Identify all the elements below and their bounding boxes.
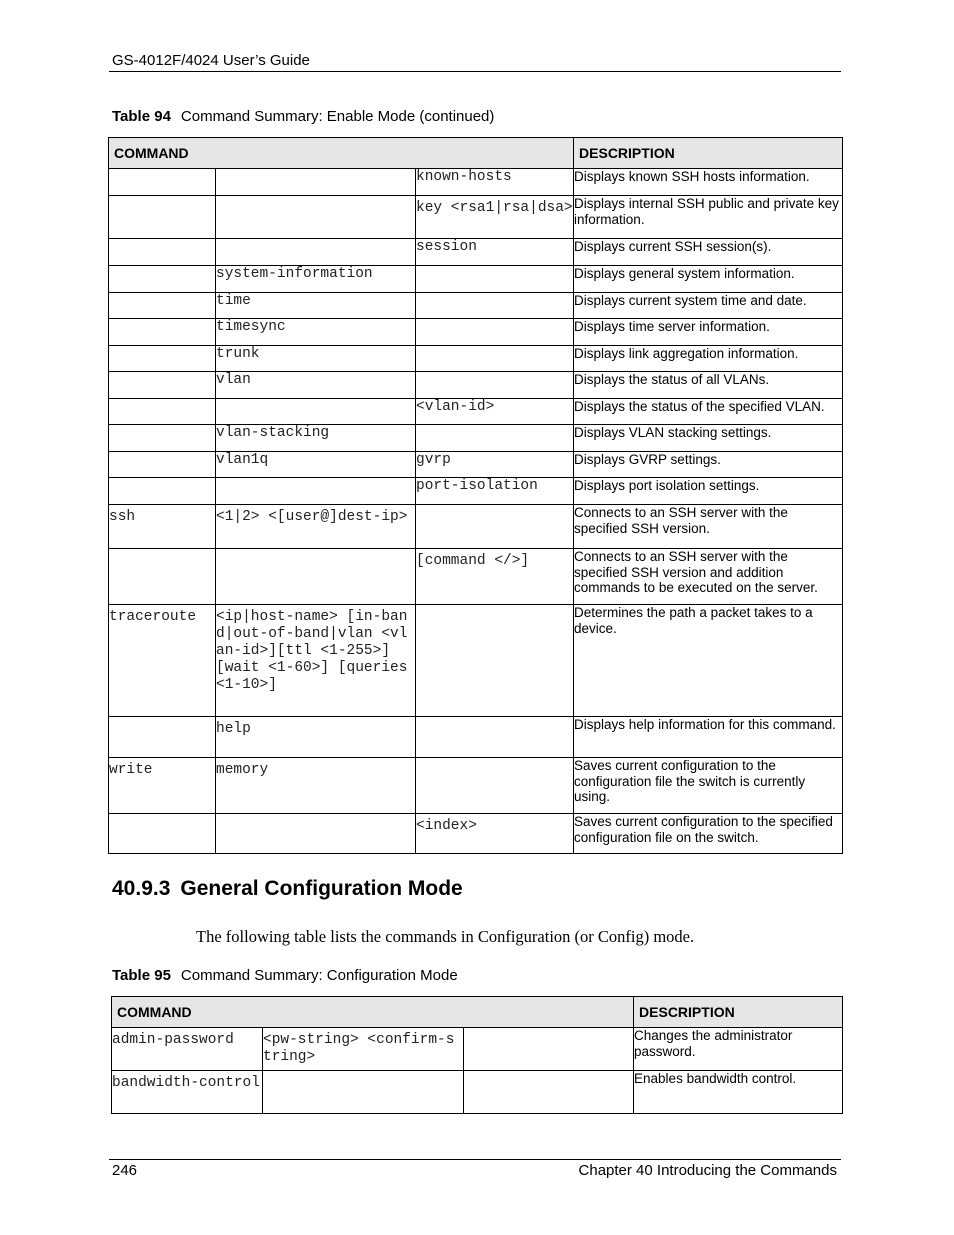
command-cell: traceroute xyxy=(109,605,216,717)
command-cell xyxy=(109,549,216,605)
chapter-title: Chapter 40 Introducing the Commands xyxy=(578,1162,837,1179)
command-cell xyxy=(109,814,216,854)
command-cell xyxy=(109,452,216,478)
table-row xyxy=(109,399,843,425)
argument-cell: time xyxy=(216,293,416,319)
table-row xyxy=(109,346,843,372)
command-cell xyxy=(109,293,216,319)
table-row xyxy=(109,196,843,239)
table-95-title: Command Summary: Configuration Mode xyxy=(180,967,458,984)
subargument-cell xyxy=(416,425,574,452)
subargument-cell xyxy=(416,266,574,293)
description-cell: Changes the administrator password. xyxy=(634,1028,843,1071)
description-cell: Connects to an SSH server with the specified SSH version. xyxy=(574,505,843,549)
command-cell xyxy=(109,169,216,196)
argument-cell: <pw-string> <confirm-string> xyxy=(263,1028,464,1071)
table-95-label: Table 95 xyxy=(112,967,171,984)
subargument-cell: port-isolation xyxy=(416,478,574,505)
description-cell: Displays the status of the specified VLAN. xyxy=(574,399,843,425)
page-number: 246 xyxy=(112,1162,138,1179)
subargument-cell xyxy=(416,319,574,346)
subargument-cell xyxy=(416,717,574,758)
column-header-description: DESCRIPTION xyxy=(574,138,843,169)
argument-cell: vlan1q xyxy=(216,452,416,478)
section-heading xyxy=(112,877,473,901)
argument-cell xyxy=(216,196,416,239)
command-cell: bandwidth-control xyxy=(112,1071,263,1114)
table-94-caption xyxy=(112,108,494,125)
body-paragraph: The following table lists the commands in Configuration (or Config) mode. xyxy=(196,927,695,946)
footer-rule xyxy=(109,1159,841,1160)
description-cell: Displays VLAN stacking settings. xyxy=(574,425,843,452)
table-row xyxy=(109,169,843,196)
description-cell: Displays GVRP settings. xyxy=(574,452,843,478)
description-cell: Displays link aggregation information. xyxy=(574,346,843,372)
table-row xyxy=(109,239,843,266)
argument-cell: <1|2> <[user@]dest-ip> xyxy=(216,505,416,549)
description-cell: Displays internal SSH public and private key information. xyxy=(574,196,843,239)
subargument-cell xyxy=(416,293,574,319)
table-row xyxy=(112,1028,843,1071)
table-row xyxy=(109,478,843,505)
column-header-command: COMMAND xyxy=(109,138,574,169)
command-cell: write xyxy=(109,758,216,814)
subargument-cell: session xyxy=(416,239,574,266)
command-cell xyxy=(109,717,216,758)
subargument-cell xyxy=(464,1028,634,1071)
command-cell xyxy=(109,372,216,399)
command-cell xyxy=(109,196,216,239)
table-95-caption xyxy=(112,967,458,984)
table-row xyxy=(109,758,843,814)
table-row xyxy=(109,293,843,319)
section-title: General Configuration Mode xyxy=(180,877,463,900)
table-row xyxy=(109,319,843,346)
column-header-description: DESCRIPTION xyxy=(634,997,843,1028)
table-95 xyxy=(111,996,843,1114)
table-row xyxy=(112,1071,843,1114)
subargument-cell xyxy=(416,758,574,814)
command-cell xyxy=(109,425,216,452)
description-cell: Displays current system time and date. xyxy=(574,293,843,319)
description-cell: Displays general system information. xyxy=(574,266,843,293)
argument-cell xyxy=(216,549,416,605)
table-94-title: Command Summary: Enable Mode (continued) xyxy=(180,108,495,125)
column-header-command: COMMAND xyxy=(112,997,634,1028)
argument-cell xyxy=(263,1071,464,1114)
description-cell: Displays help information for this command. xyxy=(574,717,843,758)
subargument-cell xyxy=(416,605,574,717)
table-row xyxy=(109,605,843,717)
command-cell xyxy=(109,478,216,505)
argument-cell: help xyxy=(216,717,416,758)
command-cell xyxy=(109,266,216,293)
argument-cell xyxy=(216,239,416,266)
subargument-cell: key <rsa1|rsa|dsa> xyxy=(416,196,574,239)
header-rule xyxy=(109,71,841,72)
argument-cell xyxy=(216,399,416,425)
description-cell: Connects to an SSH server with the specified SSH version and addition commands to be executed on the server. xyxy=(574,549,843,605)
subargument-cell: <index> xyxy=(416,814,574,854)
subargument-cell: gvrp xyxy=(416,452,574,478)
command-cell xyxy=(109,346,216,372)
argument-cell: vlan-stacking xyxy=(216,425,416,452)
table-95-header-row xyxy=(112,997,843,1028)
table-94-header-row xyxy=(109,138,843,169)
command-cell xyxy=(109,399,216,425)
description-cell: Determines the path a packet takes to a device. xyxy=(574,605,843,717)
description-cell: Displays current SSH session(s). xyxy=(574,239,843,266)
table-94-label: Table 94 xyxy=(112,108,171,125)
argument-cell: timesync xyxy=(216,319,416,346)
argument-cell: system-information xyxy=(216,266,416,293)
command-cell: admin-password xyxy=(112,1028,263,1071)
section-number: 40.9.3 xyxy=(112,877,171,900)
argument-cell: vlan xyxy=(216,372,416,399)
argument-cell: memory xyxy=(216,758,416,814)
subargument-cell: <vlan-id> xyxy=(416,399,574,425)
argument-cell: trunk xyxy=(216,346,416,372)
table-row xyxy=(109,425,843,452)
subargument-cell xyxy=(416,346,574,372)
subargument-cell: [command </>] xyxy=(416,549,574,605)
table-row xyxy=(109,717,843,758)
subargument-cell xyxy=(464,1071,634,1114)
table-94 xyxy=(108,137,843,854)
table-row xyxy=(109,372,843,399)
description-cell: Displays port isolation settings. xyxy=(574,478,843,505)
table-row xyxy=(109,452,843,478)
table-row xyxy=(109,505,843,549)
description-cell: Saves current configuration to the specified configuration file on the switch. xyxy=(574,814,843,854)
table-row xyxy=(109,814,843,854)
description-cell: Displays the status of all VLANs. xyxy=(574,372,843,399)
command-cell xyxy=(109,239,216,266)
command-cell xyxy=(109,319,216,346)
subargument-cell xyxy=(416,505,574,549)
argument-cell xyxy=(216,169,416,196)
table-row xyxy=(109,549,843,605)
subargument-cell: known-hosts xyxy=(416,169,574,196)
running-header: GS-4012F/4024 User’s Guide xyxy=(112,52,310,69)
command-cell: ssh xyxy=(109,505,216,549)
subargument-cell xyxy=(416,372,574,399)
argument-cell xyxy=(216,478,416,505)
table-row xyxy=(109,266,843,293)
argument-cell xyxy=(216,814,416,854)
argument-cell: <ip|host-name> [in-band|out-of-band|vlan <vlan-id>][ttl <1-255>] [wait <1-60>] [queries <1-10>] xyxy=(216,605,416,717)
description-cell: Enables bandwidth control. xyxy=(634,1071,843,1114)
description-cell: Displays known SSH hosts information. xyxy=(574,169,843,196)
description-cell: Saves current configuration to the configuration file the switch is currently using. xyxy=(574,758,843,814)
description-cell: Displays time server information. xyxy=(574,319,843,346)
